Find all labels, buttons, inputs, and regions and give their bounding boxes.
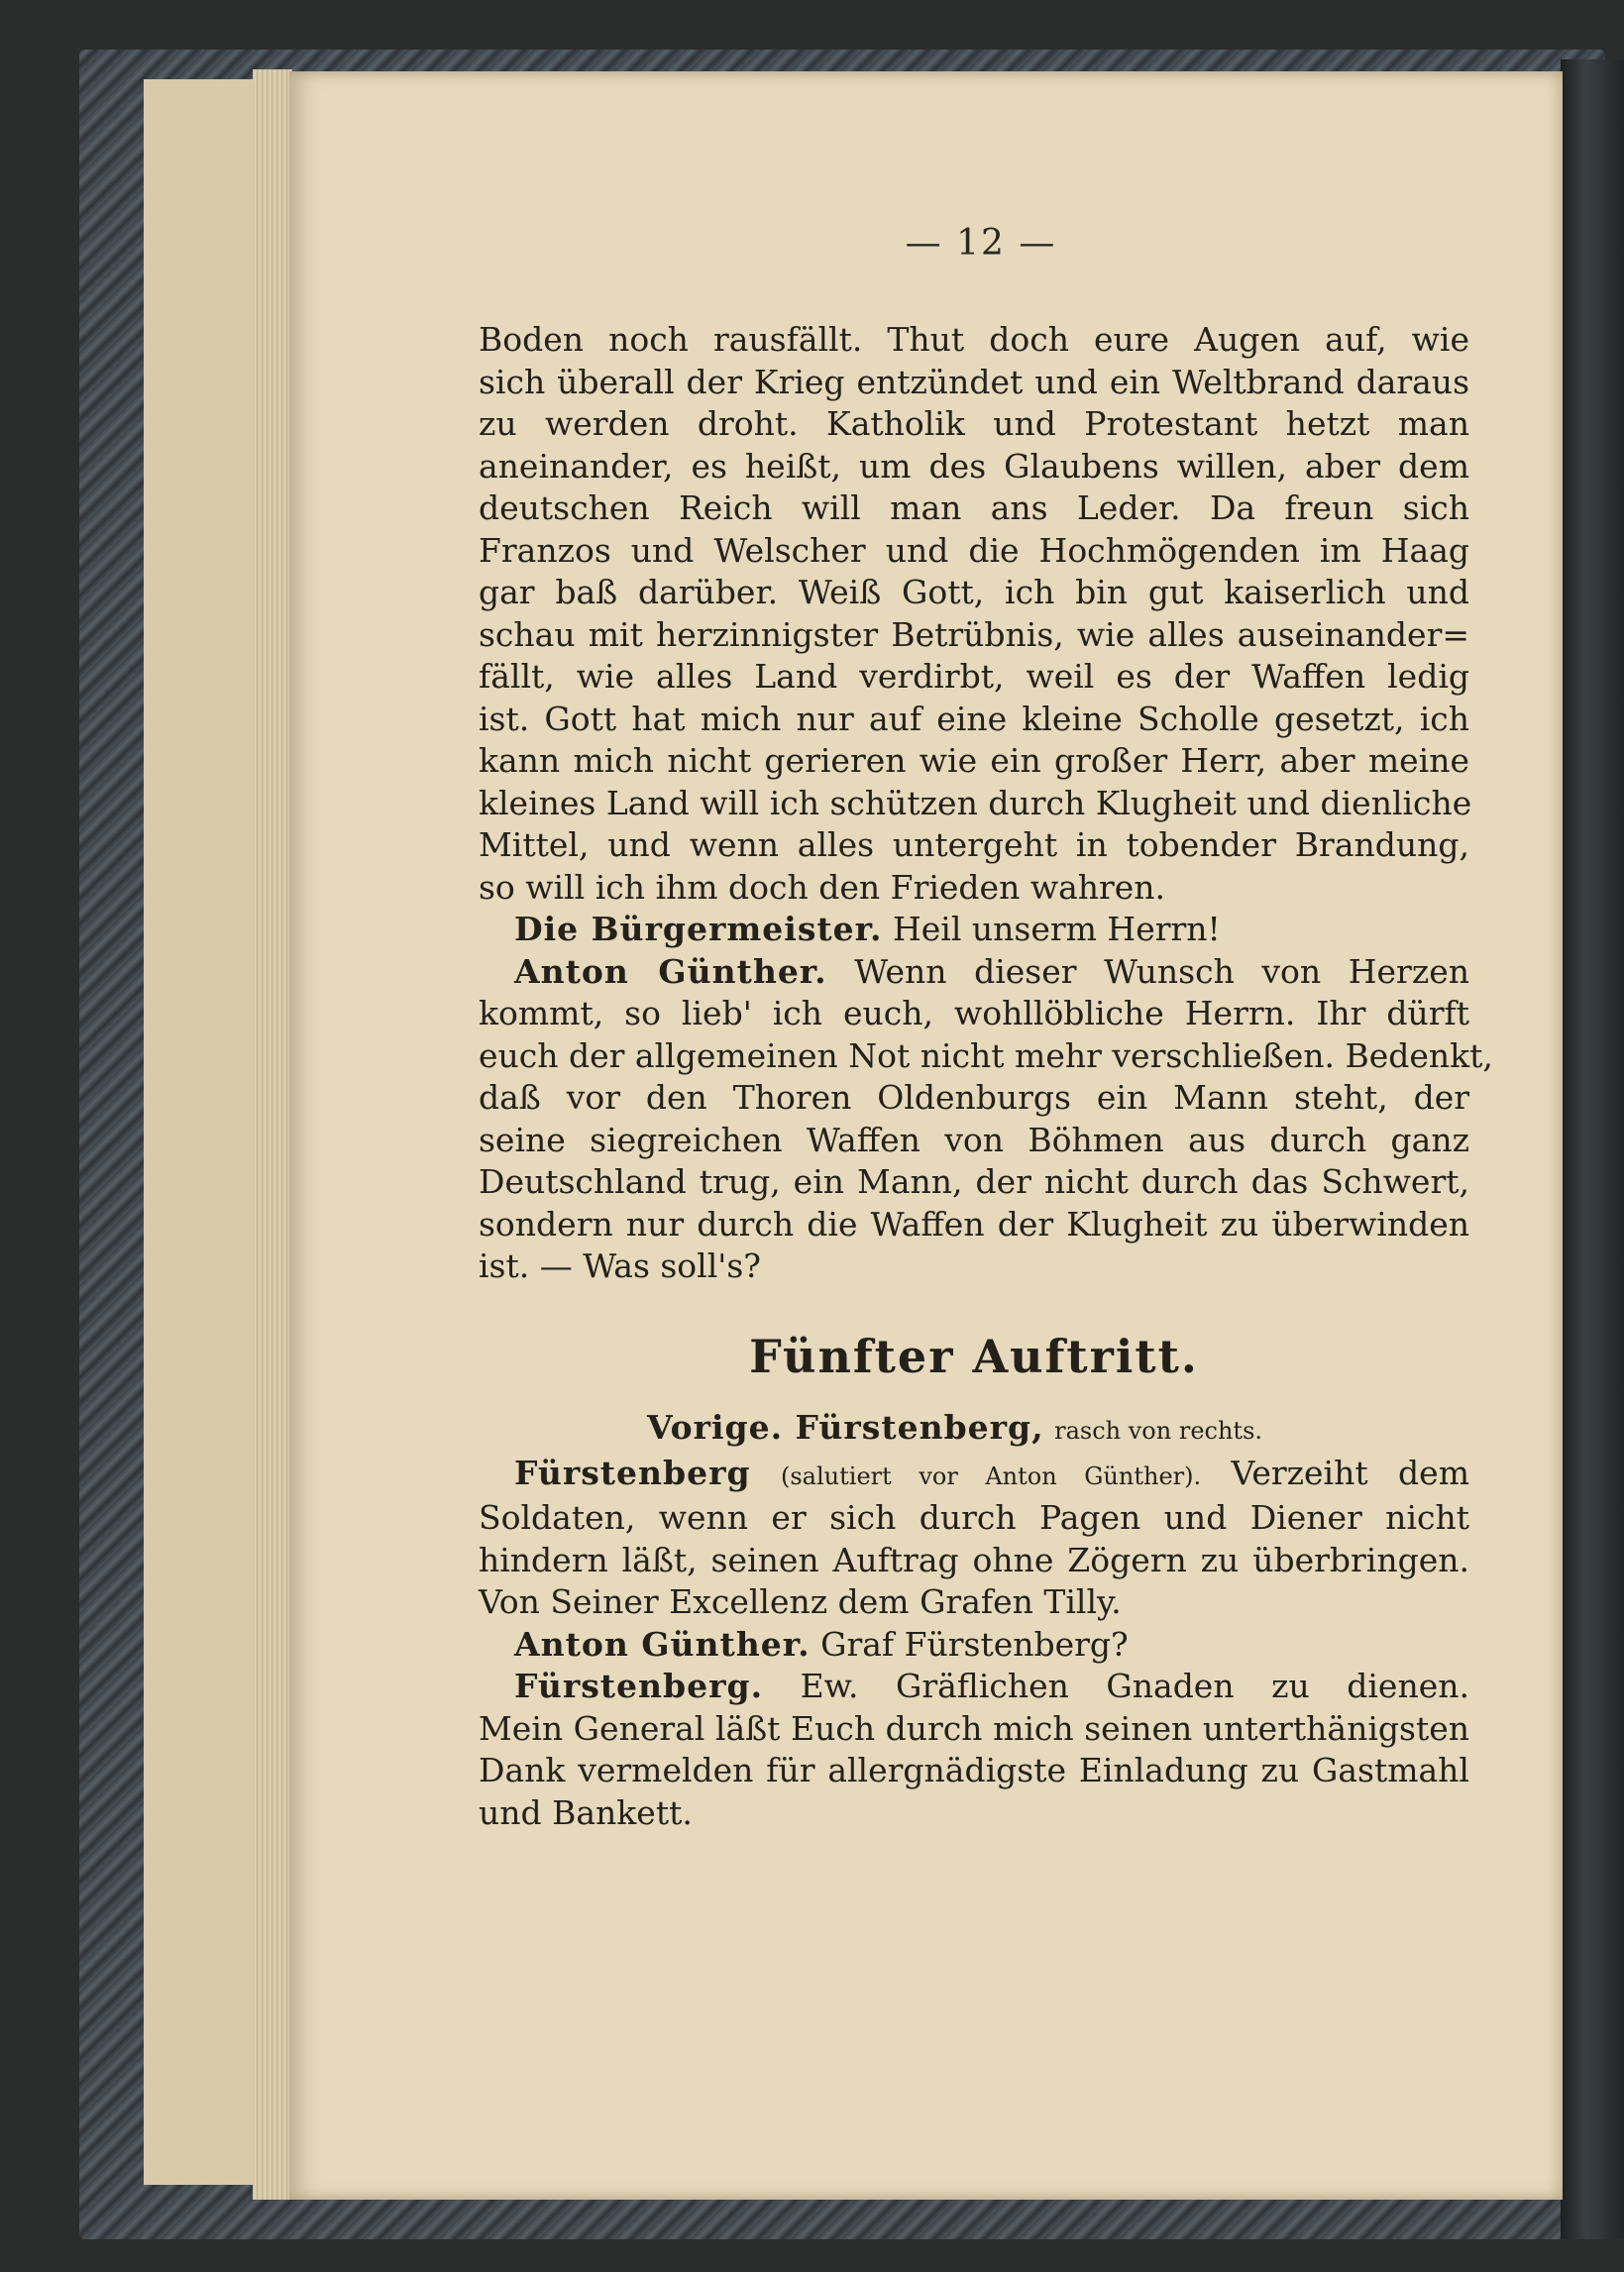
speech-text: Graf Fürstenberg? [820,1624,1129,1664]
text-line: Dank vermelden für allergnädigste Einladung zu Gastmahl [479,1751,1469,1789]
page-number: — 12 — [905,223,1057,264]
text-line: hindern läßt, seinen Auftrag ohne Zögern zu überbringen. [479,1540,1469,1579]
text-line: daß vor den Thoren Oldenburgs ein Mann steht, der [479,1078,1469,1117]
speaker-name: Fürstenberg [514,1453,751,1492]
speech-text: Ew. Gräflichen Gnaden zu dienen. [800,1667,1469,1705]
page-text [479,319,1493,1834]
text-line: sich überall der Krieg entzündet und ein Weltbrand daraus [479,362,1469,401]
text-line: kommt, so lieb' ich euch, wohllöbliche Herrn. Ihr dürft [479,994,1469,1032]
text-line: zu werden droht. Katholik und Protestant hetzt man [479,404,1469,443]
speech-furstenberg-second [479,1666,1469,1708]
speech-furstenberg-first [479,1453,1469,1498]
text-line: Franzos und Welscher und die Hochmögenden im Haag [479,530,1469,570]
page-edges [253,69,292,2200]
speaker-name: Fürstenberg. [514,1667,764,1705]
cast-names: Vorige. Fürstenberg, [647,1408,1044,1447]
text-line: gar baß darüber. Weiß Gott, ich bin gut kaiserlich und [479,573,1469,611]
text-line: sondern nur durch die Waffen der Klugheit zu überwinden [479,1204,1469,1244]
text-line: Deutschland trug, ein Mann, der nicht durch das Schwert, [479,1162,1469,1201]
text-line: Mittel, und wenn alles untergeht in tobender Brandung, [479,825,1469,864]
text-line: deutschen Reich will man ans Leder. Da freun sich [479,488,1469,527]
speech-anton-first [479,951,1469,994]
text-line: euch der allgemeinen Not nicht mehr verschließen. Bedenkt, [479,1035,1493,1075]
speaker-name: Anton Günther. [514,1624,811,1664]
text-line: Boden noch rausfällt. Thut doch eure Augen auf, wie [479,320,1469,359]
stage-direction: rasch von rechts. [1054,1417,1263,1445]
text-line: aneinander, es heißt, um des Glaubens willen, aber dem [479,446,1469,486]
speech-text: Heil unserm Herrn! [892,910,1221,948]
text-line: fällt, wie alles Land verdirbt, weil es der Waffen ledig [479,657,1469,696]
speech-burgermeister [479,909,1469,951]
speech-text: Wenn dieser Wunsch von Herzen [854,951,1469,991]
text-line: Soldaten, wenn er sich durch Pagen und Diener nicht [479,1498,1469,1537]
stage-direction: (salutiert vor Anton Günther). [781,1461,1202,1490]
speech-text: Verzeiht dem [1231,1453,1469,1492]
text-line: kann mich nicht gerieren wie ein großer Herr, aber meine [479,741,1469,780]
text-line: so will ich ihm doch den Frieden wahren. [479,867,1166,907]
book-edge-right [1561,59,1624,2239]
text-line: und Bankett. [479,1792,693,1832]
text-line: Von Seiner Excellenz dem Grafen Tilly. [479,1582,1122,1621]
text-line: ist. Gott hat mich nur auf eine kleine Scholle gesetzt, ich [479,699,1469,738]
speaker-name: Anton Günther. [514,951,827,991]
text-line: Mein General läßt Euch durch mich seinen unterthänigsten [479,1708,1469,1748]
speech-anton-second [479,1624,1469,1667]
scene-heading: Fünfter Auftritt. [749,1329,1199,1383]
cast-line [479,1407,1469,1453]
text-line: seine siegreichen Waffen von Böhmen aus durch ganz [479,1120,1469,1159]
text-line: schau mit herzinnigster Betrübnis, wie alles auseinander= [479,614,1469,654]
text-line: ist. — Was soll's? [479,1246,761,1285]
speaker-name: Die Bürgermeister. [514,910,883,948]
text-line: kleines Land will ich schützen durch Klugheit und dienliche [479,783,1472,822]
